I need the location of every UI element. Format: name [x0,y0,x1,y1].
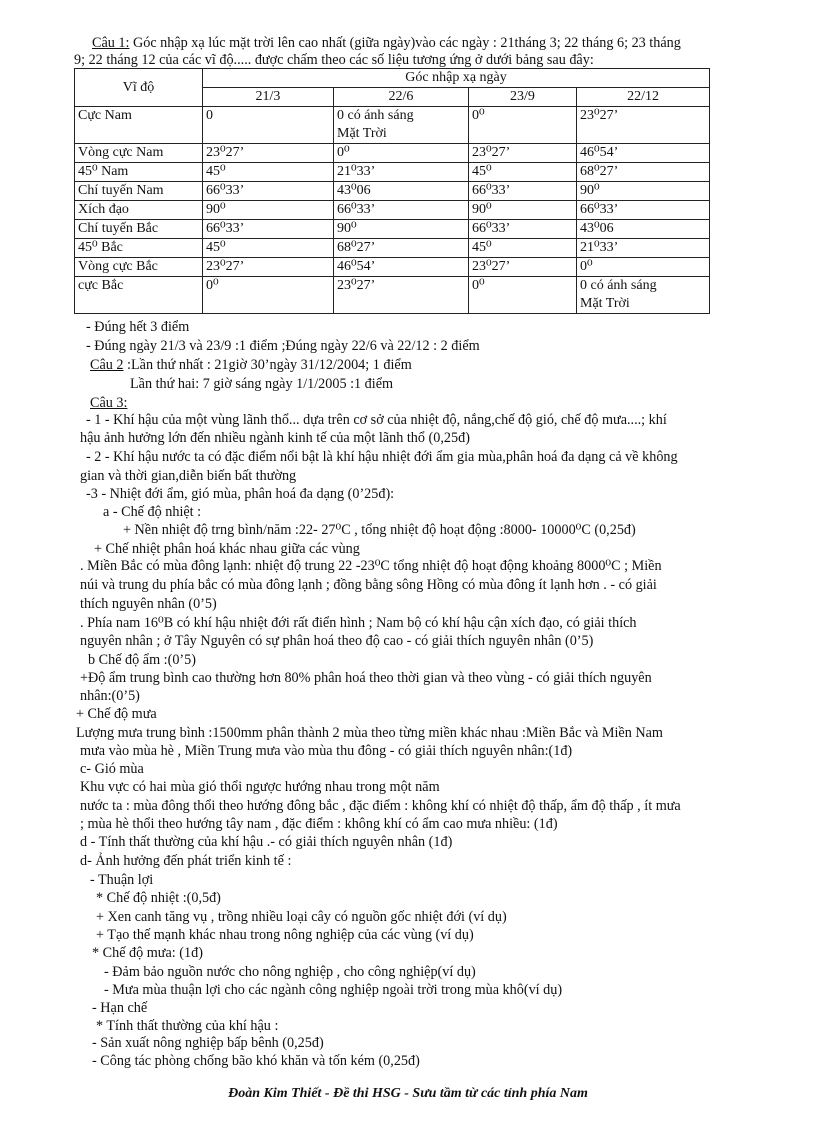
text-line: + Tạo thế mạnh khác nhau trong nông nghiệp của các vùng (ví dụ) [96,927,474,943]
angle-cell: 43⁰06 [334,182,469,201]
text-line: + Xen canh tăng vụ , trồng nhiều loại cây có nguồn gốc nhiệt đới (ví dụ) [96,909,507,925]
text-line: . Phía nam 16⁰B có khí hậu nhiệt đới rất điển hình ; Nam bộ có khí hậu cận xích đạo, có giải thích [80,615,637,631]
header-date: 22/12 [577,88,710,107]
angle-cell: 45⁰ [203,163,334,182]
angle-cell: 66⁰33’ [577,201,710,220]
text-line: - Thuận lợi [90,872,154,888]
latitude-cell: Chí tuyến Bắc [75,220,203,239]
header-date: 21/3 [203,88,334,107]
text-line: - 2 - Khí hậu nước ta có đặc điểm nổi bật là khí hậu nhiệt đới ẩm gia mùa,phân hoá đa dạng cả về không [86,449,678,465]
text-line: - Đúng hết 3 điểm [86,319,190,335]
text-line: nước ta : mùa đông thổi theo hướng đông bắc , đặc điểm : không khí có nhiệt độ thấp, ẩm độ thấp , ít mưa [80,798,681,814]
text-line: mưa vào mùa hè , Miền Trung mưa vào mùa thu đông - có giải thích nguyên nhân:(1đ) [80,743,573,759]
text-line: * Chế độ mưa: (1đ) [92,945,203,961]
header-date: 22/6 [334,88,469,107]
angle-cell: 0⁰ [203,277,334,314]
angle-cell: 66⁰33’ [203,182,334,201]
latitude-cell: Vòng cực Bắc [75,258,203,277]
latitude-cell: Xích đạo [75,201,203,220]
text-line: - Hạn chế [92,1000,148,1016]
angle-cell: 21⁰33’ [577,239,710,258]
text-line: - Công tác phòng chống bão khó khăn và tốn kém (0,25đ) [92,1053,420,1069]
angle-cell: 66⁰33’ [203,220,334,239]
header-latitude: Vĩ độ [75,69,203,107]
text-line: - Đúng ngày 21/3 và 23/9 :1 điểm ;Đúng ngày 22/6 và 22/12 : 2 điểm [86,338,480,354]
latitude-cell: Chí tuyến Nam [75,182,203,201]
angle-cell: 0⁰ [577,258,710,277]
table-row [75,220,710,239]
angle-cell: 66⁰33’ [334,201,469,220]
sun-angle-table [74,68,710,314]
text-line: nguyên nhân ; ở Tây Nguyên có sự phân hoá theo độ cao - có giải thích nguyên nhân (0’5) [80,633,594,649]
angle-cell: 0⁰ [469,107,577,144]
text-line: Lượng mưa trung bình :1500mm phân thành 2 mùa theo từng miền khác nhau :Miền Bắc và Miền Nam [76,725,663,741]
text-line: + Nền nhiệt độ trng bình/năm :22- 27⁰C , tổng nhiệt độ hoạt động :8000- 10000⁰C (0,25đ) [123,522,636,538]
text-line: - Mưa mùa thuận lợi cho các ngành công nghiệp ngoài trời trong mùa khô(ví dụ) [104,982,563,998]
angle-cell: 21⁰33’ [334,163,469,182]
angle-cell: 90⁰ [203,201,334,220]
q1-line-2: 9; 22 tháng 12 của các vĩ độ..... được chấm theo các số liệu tương ứng ở dưới bảng sau đây: [74,52,594,68]
angle-cell: 0⁰ [469,277,577,314]
latitude-cell: cực Bắc [75,277,203,314]
text-line: ; mùa hè thổi theo hướng tây nam , đặc điểm : không khí có ẩm cao mưa nhiều: (1đ) [80,816,558,832]
text-line: d - Tính thất thường của khí hậu .- có giải thích nguyên nhân (1đ) [80,834,453,850]
angle-cell: 46⁰54’ [334,258,469,277]
text-line: * Chế độ nhiệt :(0,5đ) [96,890,221,906]
angle-cell: 0⁰ [334,144,469,163]
text-line: +Độ ẩm trung bình cao thường hơn 80% phân hoá theo thời gian và theo vùng - có giải thích nguyên [80,670,652,686]
angle-cell: 46⁰54’ [577,144,710,163]
text-line: hậu ảnh hưởng lớn đến nhiều ngành kinh tế của một lãnh thổ (0,25đ) [80,430,470,446]
table-row [75,201,710,220]
angle-cell: 23⁰27’ [334,277,469,314]
text-line: a - Chế độ nhiệt : [103,504,202,520]
text-line: - Sản xuất nông nghiệp bấp bênh (0,25đ) [92,1035,324,1051]
angle-cell: 43⁰06 [577,220,710,239]
text-line: - 1 - Khí hậu của một vùng lãnh thổ... dựa trên cơ sở của nhiệt độ, nắng,chế độ gió, chế độ mưa....; khí [86,412,667,428]
latitude-cell: 45⁰ Bắc [75,239,203,258]
latitude-cell: Cực Nam [75,107,203,144]
text-line: + Chế độ mưa [76,706,157,722]
text-line: - Đảm bảo nguồn nước cho nông nghiệp , cho công nghiệp(ví dụ) [104,964,476,980]
angle-cell: 68⁰27’ [577,163,710,182]
text-line: b Chế độ ẩm :(0’5) [88,652,196,668]
page-footer: Đoàn Kim Thiết - Đề thi HSG - Sưu tầm từ các tỉnh phía Nam [228,1086,588,1101]
text-line: Lần thứ hai: 7 giờ sáng ngày 1/1/2005 :1 điểm [130,376,394,392]
text-line: nhân:(0’5) [80,688,140,704]
angle-cell: 90⁰ [577,182,710,201]
table-row [75,258,710,277]
angle-cell: 66⁰33’ [469,182,577,201]
q1-label: Câu 1: [92,35,130,51]
text-line: gian và thời gian,diễn biến bất thường [80,468,297,484]
angle-cell: 23⁰27’ [203,258,334,277]
table-row [75,239,710,258]
table-row [75,144,710,163]
text-line: c- Gió mùa [80,761,144,777]
angle-cell: 23⁰27’ [577,107,710,144]
angle-cell: 0 có ánh sáng Mặt Trời [577,277,710,314]
text-line: d- Ảnh hưởng đến phát triển kinh tế : [80,853,292,869]
q3-label: Câu 3: [90,395,128,411]
angle-cell: 90⁰ [334,220,469,239]
angle-cell: 0 có ánh sáng Mặt Trời [334,107,469,144]
text-line: -3 - Nhiệt đới ẩm, gió mùa, phân hoá đa dạng (0’25đ): [86,486,395,502]
angle-cell: 45⁰ [469,239,577,258]
latitude-cell: 45⁰ Nam [75,163,203,182]
table-row [75,182,710,201]
angle-cell: 66⁰33’ [469,220,577,239]
angle-cell: 45⁰ [203,239,334,258]
text-line: * Tính thất thường của khí hậu : [96,1018,279,1034]
table-row [75,277,710,314]
q2-label: Câu 2 [90,357,124,373]
text-line: . Miền Bắc có mùa đông lạnh: nhiệt độ trung 22 -23⁰C tổng nhiệt độ hoạt động khoảng 8000⁰C ; Miền [80,558,662,574]
text-line: thích nguyên nhân (0’5) [80,596,217,612]
angle-cell: 23⁰27’ [203,144,334,163]
angle-cell: 68⁰27’ [334,239,469,258]
latitude-cell: Vòng cực Nam [75,144,203,163]
angle-cell: 0 [203,107,334,144]
text-line: + Chế nhiệt phân hoá khác nhau giữa các vùng [94,541,360,557]
angle-cell: 90⁰ [469,201,577,220]
text-line: núi và trung du phía bắc có mùa đông lạnh ; đồng bằng sông Hồng có mùa đông ít lạnh hơn . - có giải [80,577,657,593]
q1-line-1: Câu 1: Góc nhập xạ lúc mặt trời lên cao nhất (giữa ngày)vào các ngày : 21tháng 3; 22 tháng 6; 23 tháng [92,35,681,51]
header-date: 23/9 [469,88,577,107]
angle-cell: 23⁰27’ [469,144,577,163]
text-line: Khu vực có hai mùa gió thổi ngược hướng nhau trong một năm [80,779,440,795]
text-line: Câu 2 :Lần thứ nhất : 21giờ 30’ngày 31/12/2004; 1 điểm [90,357,412,373]
header-angle-group: Góc nhập xạ ngày [203,69,710,88]
table-row [75,163,710,182]
angle-cell: 45⁰ [469,163,577,182]
table-row [75,107,710,144]
angle-cell: 23⁰27’ [469,258,577,277]
